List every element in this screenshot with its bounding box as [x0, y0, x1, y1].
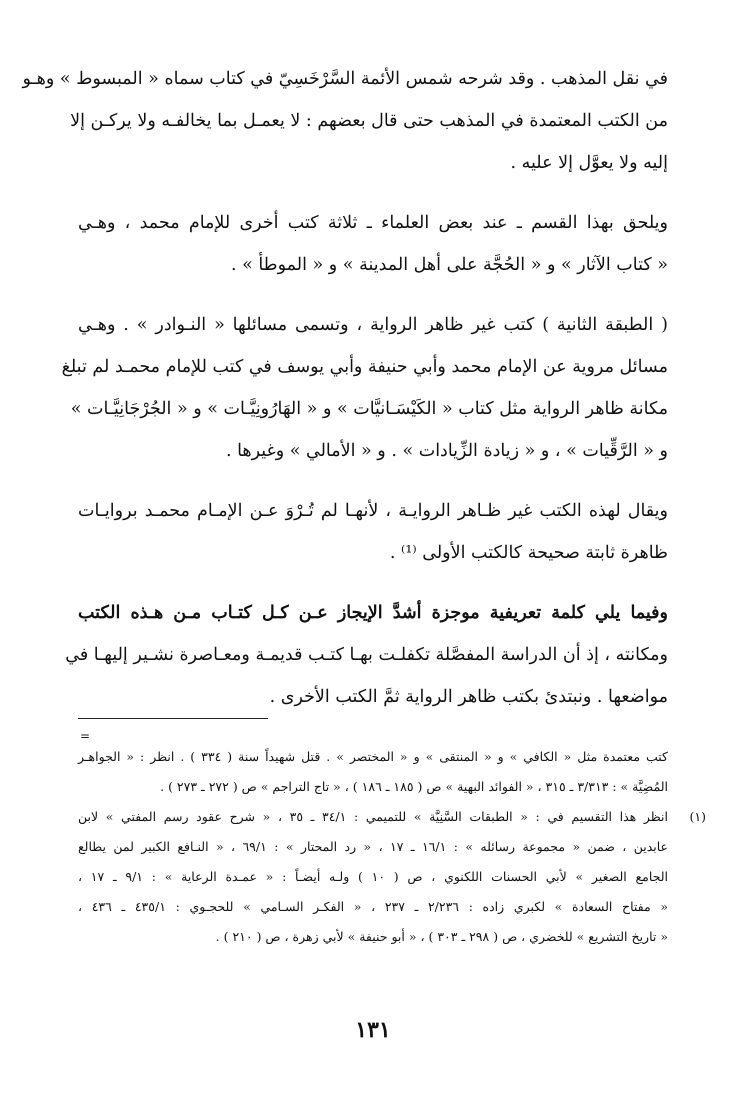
text-line: من الكتب المعتمدة في المذهب حتى قال بعضهم : لا يعمـل بما يخالفـه ولا يركـن إلا [70, 111, 668, 131]
footnote-line: المُضِيَّة » : ٣/٣١٣ ـ ٣١٥ ، « الفوائد البهية » ص ( ١٨٥ ـ ١٨٦ ) ، « تاج التراجم » ص ( ٢٧٢ ـ ٢٧٣ ) . [160, 779, 668, 794]
footnote-line: كتب معتمدة مثل « الكافي » و « المنتقى » و « المختصر » . قتل شهيداً سنة ( ٣٣٤ ) . انظر : « الجواهـر [78, 749, 668, 764]
text-line: « كتاب الآثار » و « الحُجَّة على أهل المدينة » و « الموطأ » . [230, 255, 668, 275]
paragraph-4 [78, 490, 668, 574]
text-line: إليه ولا يعوَّل إلا عليه . [510, 153, 668, 173]
text-line: مكانة ظاهر الرواية مثل كتاب « الكَيْسَـانيَّات » و « الهَارُونِيَّـات » و « الجُرْجَانِيَّـات » [70, 399, 668, 419]
paragraph-1 [22, 58, 668, 184]
footnote-line: عابدين ، ضمن « مجموعة رسائله » : ١٦/١ ـ ١٧ ، « رد المحتار » : ٦٩/١ ، « النـافع الكبير لمن يطالع [78, 839, 669, 854]
text-line: ومكانته ، إذ أن الدراسة المفصَّلة تكفلـت بهـا كتـب قديمـة ومعـاصرة نشـير إليهـا في [65, 645, 668, 665]
text-line: ظاهرة ثابتة صحيحة كالكتب الأولى ⁽¹⁾ . [389, 543, 668, 563]
footnotes [78, 742, 706, 952]
text-line: ويلحق بهذا القسم ـ عند بعض العلماء ـ ثلاثة كتب أخرى للإمام محمد ، وهـي [78, 213, 668, 233]
footnote-line: « مفتاح السعادة » لكبري زاده : ٢/٢٣٦ ـ ٢٣٧ ، « الفكـر السـامي » للحجـوي : ٤٣٥/١ ـ ٤٣٦ ، [78, 899, 668, 914]
text-line: مواضعها . ونبتدئ بكتب ظاهر الرواية ثمَّ الكتب الأخرى . [269, 687, 668, 707]
paragraph-2 [78, 202, 668, 286]
footnote-number: (١) [689, 809, 706, 824]
footnote-continuation-mark: = [80, 729, 91, 743]
footnote-1 [78, 802, 706, 952]
footnote-line: انظر هذا التقسيم في : « الطبقات السَّنِيَّة » للتميمي : ٣٤/١ ـ ٣٥ ، « شرح عقود رسم المفتي » لابن [78, 809, 669, 824]
text-line: ويقال لهذه الكتب غير ظـاهر الروايـة ، لأنهـا لم تُـرْوَ عـن الإمـام محمـد بروايـات [78, 501, 668, 521]
text-line: في نقل المذهب . وقد شرحه شمس الأئمة السَّرْخَسِيّ في كتاب سماه « المبسوط » وهـو [22, 69, 668, 89]
paragraph-3 [61, 304, 668, 472]
page-number: ١٣١ [355, 1017, 391, 1043]
footnote-line: الجامع الصغير » لأبي الحسنات اللكنوي ، ص ( ١٠ ) ولـه أيضـاً : « عمـدة الرعاية » : ٩/١ ـ ١٧ ، [78, 869, 668, 884]
main-text [22, 58, 668, 736]
footnote-separator [78, 718, 268, 719]
text-line: و « الرَّقِّيات » ، و « زيادة الزِّيادات » . و « الأمالي » وغيرها . [225, 441, 668, 461]
footnote-line: « تاريخ التشريع » للخضري ، ص ( ٢٩٨ ـ ٣٠٣ ) ، « أبو حنيفة » لأبي زهرة ، ص ( ٢١٠ ) . [215, 929, 668, 944]
text-line: مسائل مروية عن الإمام محمد وأبي حنيفة وأبي يوسف في كتب للإمام محمـد لم تبلغ [61, 357, 668, 377]
footnote-continuation [78, 742, 668, 802]
text-line: وفيما يلي كلمة تعريفية موجزة أشدَّ الإيجاز عـن كـل كتـاب مـن هـذه الكتب [78, 603, 668, 623]
text-line: ( الطبقة الثانية ) كتب غير ظاهر الرواية ، وتسمى مسائلها « النـوادر » . وهـي [78, 315, 668, 335]
paragraph-5 [65, 592, 668, 718]
